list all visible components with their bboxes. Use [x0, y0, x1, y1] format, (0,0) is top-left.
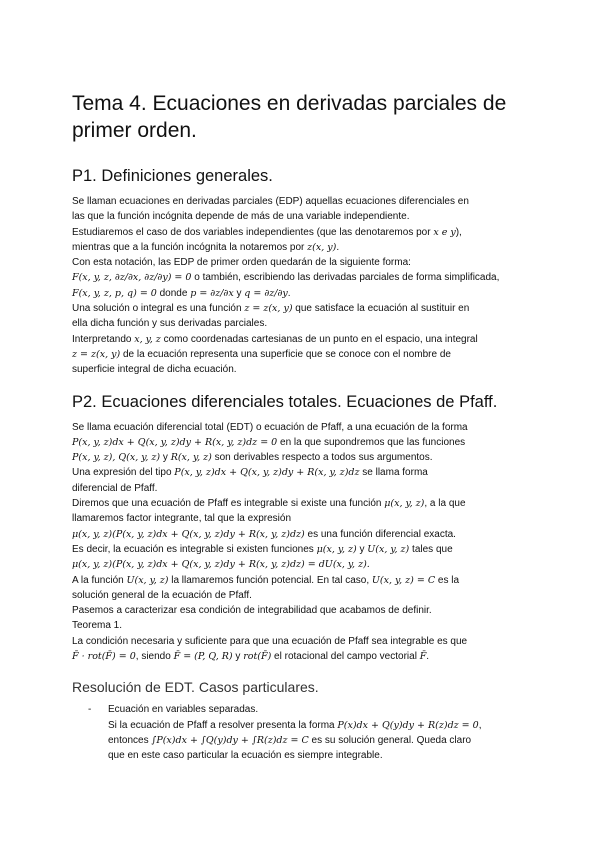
math-expression: μ(x, y, z): [384, 498, 425, 510]
text-run: .: [336, 241, 340, 253]
text-line: [108, 748, 528, 763]
math-expression: F̄ · rot(F̄) = 0: [72, 651, 136, 663]
text-line: [72, 465, 528, 480]
text-run: de la ecuación representa una superficie que se conoce con el nombre de: [120, 348, 451, 360]
text-run: y: [232, 651, 244, 663]
text-run: Se llama ecuación diferencial total (EDT) o ecuación de Pfaff, a una ecuación de la forma: [72, 421, 468, 433]
math-expression: F(x, y, z, p, q) = 0: [72, 287, 157, 299]
math-expression: z = z(x, y): [244, 303, 293, 315]
text-line: [72, 634, 528, 649]
text-run: .: [426, 651, 430, 663]
text-run: La condición necesaria y suficiente para que una ecuación de Pfaff sea integrable es que: [72, 635, 468, 647]
text-run: A la función: [72, 574, 127, 586]
text-run: la llamaremos función potencial. En tal caso,: [168, 574, 372, 586]
text-run: Una solución o integral es una función: [72, 303, 245, 315]
math-expression: rot(F̄): [243, 651, 272, 663]
section-heading-p1: P1. Definiciones generales.: [72, 167, 273, 185]
list-item-body: [108, 702, 528, 763]
text-line: [108, 733, 528, 748]
text-run: Es decir, la ecuación es integrable si existen funciones: [72, 543, 317, 555]
math-expression: μ(x, y, z)(P(x, y, z)dx + Q(x, y, z)dy + R(x, y, z)dz) = dU(x, y, z).: [72, 559, 370, 571]
text-line: [72, 301, 528, 316]
text-run: que satisface la ecuación al sustituir en: [292, 303, 470, 315]
text-run: es su solución general. Queda claro: [308, 734, 472, 746]
text-run: , siendo: [135, 651, 174, 663]
text-run: el rotacional del campo vectorial: [271, 651, 420, 663]
text-line: [72, 347, 528, 362]
text-run: o también, escribiendo las derivadas parciales de forma simplificada,: [191, 272, 500, 284]
math-expression: p = ∂z/∂x: [190, 287, 234, 299]
math-expression: P(x, y, z)dx + Q(x, y, z)dy + R(x, y, z)dz: [174, 467, 360, 479]
text-line: [72, 481, 528, 496]
math-expression: P(x, y, z), Q(x, y, z): [72, 452, 161, 464]
text-run: superficie integral de dicha ecuación.: [72, 364, 237, 376]
text-run: como coordenadas cartesianas de un punto en el espacio, una integral: [160, 333, 478, 345]
text-line: [72, 618, 528, 633]
text-run: Ecuación en variables separadas.: [108, 704, 259, 716]
math-expression: P(x, y, z)dx + Q(x, y, z)dy + R(x, y, z)dz = 0: [72, 436, 278, 448]
text-line: [72, 332, 528, 347]
text-line: [72, 316, 528, 331]
text-run: llamaremos factor integrante, tal que la expresión: [72, 513, 292, 525]
text-run: , a la que: [424, 498, 466, 510]
math-expression: F̄: [419, 651, 427, 663]
math-expression: μ(x, y, z)(P(x, y, z)dx + Q(x, y, z)dy + R(x, y, z)dz): [72, 528, 305, 540]
text-run: diferencial de Pfaff.: [72, 482, 158, 494]
text-line: [72, 527, 528, 542]
text-run: es la: [435, 574, 460, 586]
list-item: [72, 702, 528, 763]
text-run: Una expresión del tipo: [72, 467, 175, 479]
math-expression: R(x, y, z): [170, 452, 212, 464]
text-line: [72, 255, 528, 270]
text-line: [72, 435, 528, 450]
bullet-dash: -: [88, 704, 92, 716]
text-run: Si la ecuación de Pfaff a resolver presenta la forma: [108, 719, 338, 731]
text-line: [72, 588, 528, 603]
text-line: [72, 573, 528, 588]
text-line: [72, 194, 528, 209]
text-run: Pasemos a caracterizar esa condición de integrabilidad que acabamos de definir.: [72, 605, 432, 617]
text-run: ,: [478, 719, 482, 731]
text-run: Se llaman ecuaciones en derivadas parciales (EDP) aquellas ecuaciones diferenciales en: [72, 196, 469, 207]
math-expression: U(x, y, z): [126, 574, 169, 586]
section-body-p1: [72, 194, 528, 378]
math-expression: μ(x, y, z): [316, 543, 357, 555]
text-run: y: [160, 452, 171, 464]
text-line: [72, 225, 528, 240]
text-line: [108, 718, 528, 733]
text-run: son derivables respecto a todos sus argumentos.: [211, 452, 433, 464]
text-run: ella dicha función y sus derivadas parciales.: [72, 318, 268, 330]
text-run: solución general de la ecuación de Pfaff.: [72, 589, 252, 601]
text-line: [72, 542, 528, 557]
text-run: Con esta notación, las EDP de primer orden quedarán de la siguiente forma:: [72, 257, 411, 269]
text-run: tales que: [409, 543, 453, 555]
text-run: en la que supondremos que las funciones: [277, 436, 466, 448]
math-expression: ∫P(x)dx + ∫Q(y)dy + ∫R(z)dz = C: [151, 734, 309, 746]
text-line: [72, 209, 528, 224]
math-expression: F(x, y, z, ∂z/∂x, ∂z/∂y) = 0: [72, 272, 192, 284]
text-run: Diremos que una ecuación de Pfaff es integrable si existe una función: [72, 498, 385, 510]
text-line: [72, 450, 528, 465]
text-run: y: [356, 543, 368, 555]
section-body-p2: [72, 420, 528, 665]
text-run: que en este caso particular la ecuación es siempre integrable.: [108, 750, 383, 762]
text-run: las que la función incógnita depende de más de una variable independiente.: [72, 211, 410, 223]
text-run: .: [287, 287, 291, 299]
math-expression: P(x)dx + Q(y)dy + R(z)dz = 0: [337, 719, 479, 731]
text-line: [72, 240, 528, 255]
math-expression: U(x, y, z) = C: [371, 574, 436, 586]
section-heading-p2: P2. Ecuaciones diferenciales totales. Ecuaciones de Pfaff.: [72, 392, 498, 411]
document-page: [72, 90, 528, 764]
math-expression: F̄ = (P, Q, R): [173, 651, 233, 663]
text-run: es una función diferencial exacta.: [304, 528, 456, 540]
text-line: [72, 496, 528, 511]
text-line: [72, 649, 528, 664]
subsection-heading-resolucion: Resolución de EDT. Casos particulares.: [72, 679, 319, 696]
document-title: Tema 4. Ecuaciones en derivadas parciales de primer orden.: [72, 92, 507, 142]
text-run: Interpretando: [72, 333, 135, 345]
math-expression: z = z(x, y): [72, 348, 121, 360]
text-run: entonces: [108, 734, 152, 746]
text-run: Teorema 1.: [72, 620, 123, 632]
text-line: [72, 362, 528, 377]
text-line: [72, 420, 528, 435]
text-run: mientras que a la función incógnita la notaremos por: [72, 241, 308, 253]
text-run: Estudiaremos el caso de dos variables independientes (que las denotaremos por: [72, 226, 434, 238]
text-line: [72, 286, 528, 301]
math-expression: x, y, z: [134, 333, 161, 345]
math-expression: z(x, y): [307, 241, 337, 253]
math-expression: x e y: [433, 226, 456, 238]
math-expression: q = ∂z/∂y: [244, 287, 288, 299]
text-line: [72, 557, 528, 572]
text-line: [72, 511, 528, 526]
math-expression: U(x, y, z): [367, 543, 410, 555]
text-line: [72, 603, 528, 618]
text-run: ),: [455, 226, 462, 238]
text-line: [108, 702, 528, 717]
text-run: se llama forma: [359, 467, 428, 479]
text-line: [72, 270, 528, 285]
text-run: y: [233, 287, 245, 299]
text-run: donde: [156, 287, 191, 299]
